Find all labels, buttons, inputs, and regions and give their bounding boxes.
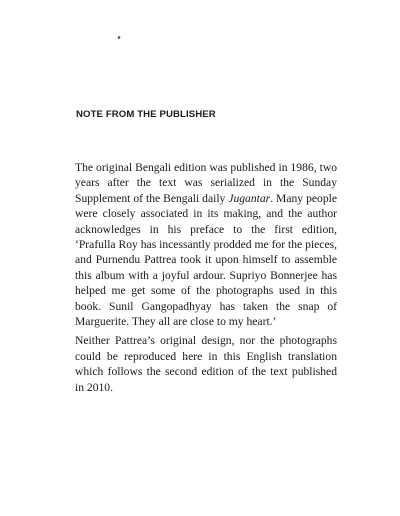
ink-speck — [117, 36, 120, 40]
body-text — [75, 160, 337, 399]
paragraph-1 — [75, 160, 337, 329]
paragraph-2: Neither Pattrea’s original design, nor the photographs could be reproduced here in this English translation which follows the second edition of the text published in 2010. — [75, 334, 337, 394]
newspaper-title: Jugantar — [228, 191, 271, 205]
paragraph-1-after: . Many people were closely associated in its making, and the author acknowledges in his preface to the first edition, ‘Prafulla Roy has incessantly prodded me for the pieces, and Purnendu Pattrea took it upon himself to assemble this album with a joyful ardour. Supriyo Bonnerjee has helped me get some of the photographs used in this book. Sunil Gangopadhyay has taken the snap of Marguerite. They all are close to my heart.’ — [75, 191, 337, 329]
section-heading: NOTE FROM THE PUBLISHER — [76, 109, 216, 120]
paragraph-1-before: The original Bengali edition was published in 1986, two years after the text was serialized in the Sunday Supplement of the Bengali daily — [75, 161, 337, 205]
